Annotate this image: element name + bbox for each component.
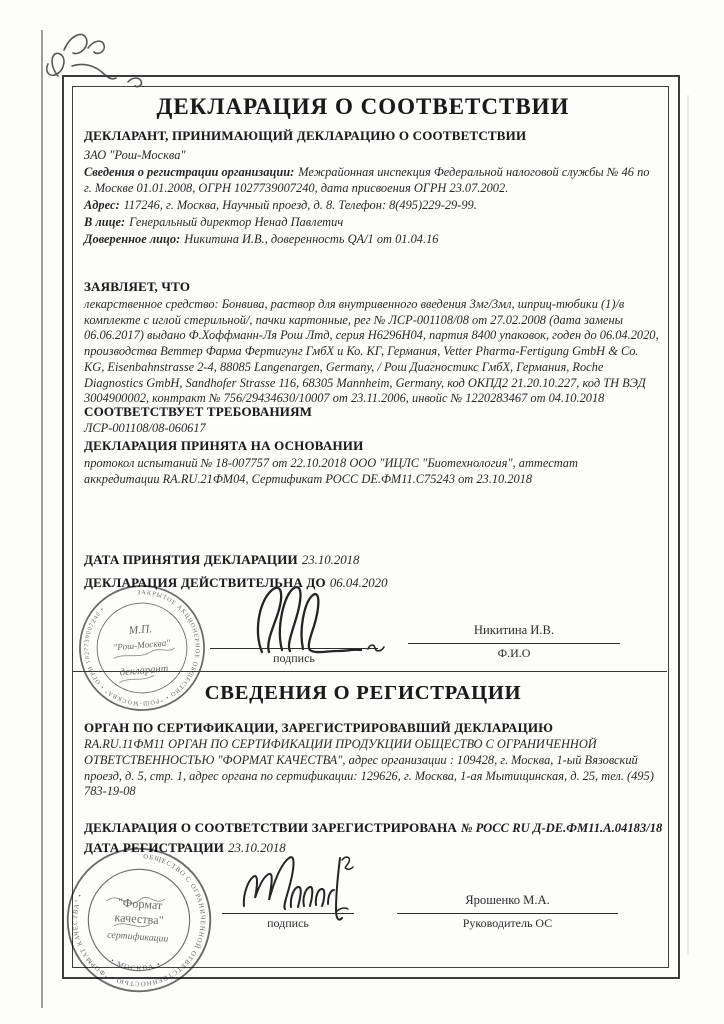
person-label: В лице:	[84, 214, 126, 229]
signatory1-line	[408, 643, 620, 644]
registration-date-value: 23.10.2018	[228, 841, 286, 855]
proxy-label: Доверенное лицо:	[84, 231, 181, 246]
proxy-value: Никитина И.В., доверенность QA/1 от 01.04.16	[184, 231, 439, 246]
registered-number: № РОСС RU Д-DE.ФМ11.А.04183/18	[460, 821, 663, 835]
registration-value: Межрайонная инспекция Федеральной налоговой службы № 46 по г. Москве 01.01.2008, ОГРН 1027739007240, дата присвоения ОГРН 23.07.2002.	[84, 164, 650, 196]
declarant-company: ЗАО "Рош-Москва"	[84, 147, 186, 162]
signature2-caption: подпись	[267, 916, 309, 930]
page-title: ДЕКЛАРАЦИЯ О СООТВЕТСТВИИ	[156, 94, 570, 119]
basis-heading: ДЕКЛАРАЦИЯ ПРИНЯТА НА ОСНОВАНИИ	[84, 438, 364, 453]
authority-heading: ОРГАН ПО СЕРТИФИКАЦИИ, ЗАРЕГИСТРИРОВАВШИЙ ДЕКЛАРАЦИЮ	[84, 720, 554, 735]
basis-text: протокол испытаний № 18-007757 от 22.10.2018 ООО "ИЦЛС "Биотехнология", аттестат аккредитации RA.RU.21ФМ04, Сертификат РОСС DE.ФМ11.С75243 от 23.10.2018	[84, 456, 578, 486]
registration-title: СВЕДЕНИЯ О РЕГИСТРАЦИИ	[204, 682, 522, 704]
svg-text:• МОСКВА •	[109, 956, 164, 975]
stamp2-ring-text: ОБЩЕСТВО С ОГРАНИЧЕННОЙ ОТВЕТСТВЕННОСТЬЮ • "ФОРМАТ КАЧЕСТВА" •	[72, 853, 206, 987]
stamp2-line3: сертификации	[106, 929, 169, 945]
address-label: Адрес:	[84, 198, 120, 213]
stamp1-company: "Рош-Москва"	[112, 637, 171, 653]
authority-text: RA.RU.11ФМ11 ОРГАН ПО СЕРТИФИКАЦИИ ПРОДУКЦИИ ОБЩЕСТВО С ОГРАНИЧЕННОЙ ОТВЕТСТВЕННОСТЬЮ "ФОРМАТ КАЧЕСТВА", адрес организации : 109428, г. Москва, 1-ый Вязовский проезд, д. 5, стр. 1, адрес органа по сертификации: 129626, г. Москва, 1-ая Мытищинская, д. 25, тел. (495) 783-19-08	[84, 737, 654, 799]
adoption-date-value: 23.10.2018	[301, 553, 360, 567]
declarant-address	[84, 197, 660, 214]
registration-date-label: ДАТА РЕГИСТРАЦИИ	[84, 840, 225, 855]
stamp1-mp: М.П.	[128, 623, 153, 638]
registered-number-line	[84, 819, 662, 837]
conformity-value: ЛСР-001108/08-060617	[84, 421, 206, 435]
stamp2-city-text: • МОСКВА •	[109, 955, 163, 973]
declarant-proxy	[84, 231, 660, 248]
declarant-section	[84, 128, 660, 248]
signatory2-name: Ярошенко М.А.	[465, 893, 550, 907]
stamp1-ring-text: ЗАКРЫТОЕ АКЦИОНЕРНОЕ ОБЩЕСТВО • "РОШ-МОСКВА" • ОГРН 1027739007240 •	[84, 590, 200, 706]
conformity-heading: СООТВЕТСТВУЕТ ТРЕБОВАНИЯМ	[84, 404, 313, 419]
declares-text: лекарственное средство: Бонвива, раствор для внутривенного введения 3мг/3мл, шприц-тюбики (1)/в комплекте с иглой стерильной/, пачки картонные, рег № ЛСР-001108/08 от 27.02.2008 (дата замены 06.06.2017) выдано Ф.Хоффманн-Ля Рош Лтд, серия Н6296Н04, партия 8400 упаковок, годен до 06.04.2020, производства Веттер Фарма Фертигунг ГмбХ и Ко. КГ, Германия, Vetter Pharma-Fertigung GmbH & Co. KG, Eisenbahnstrasse 2-4, 88085 Langenargen, Germany, / Рош Диагностикс ГмбХ, Германия, Roche Diagnostics GmbH, Sandhofer Strasse 116, 68305 Mannheim, Germany, код ОКПД2 21.20.10.227, код ТН ВЭД 3004900002, контракт № 756/29434630/10007 от 23.11.2006, инвойс № 1220283467 от 04.10.2018	[84, 297, 659, 406]
adoption-date-line	[84, 551, 359, 569]
signature1-line	[210, 648, 378, 649]
signature1-caption: подпись	[273, 651, 315, 665]
certification-round-stamp	[49, 839, 229, 1000]
scan-shadow-streak	[687, 95, 689, 955]
registration-label: Сведения о регистрации организации:	[84, 164, 295, 179]
valid-until-label: ДЕКЛАРАЦИЯ ДЕЙСТВИТЕЛЬНА ДО	[84, 575, 326, 590]
valid-until-value: 06.04.2020	[329, 576, 388, 590]
stamp1-declarant: декларант	[119, 663, 169, 679]
stamp2-line1: "Формат	[117, 895, 163, 913]
section-divider	[73, 671, 667, 672]
declares-heading: ЗАЯВЛЯЕТ, ЧТО	[84, 279, 191, 294]
signatory1-caption: Ф.И.О	[497, 646, 531, 660]
adoption-date-label: ДАТА ПРИНЯТИЯ ДЕКЛАРАЦИИ	[84, 552, 298, 567]
stamp2-line2: качества"	[114, 910, 165, 928]
scan-edge-line	[41, 30, 43, 1008]
person-value: Генеральный директор Ненад Павлетич	[129, 214, 344, 229]
registered-label: ДЕКЛАРАЦИЯ О СООТВЕТСТВИИ ЗАРЕГИСТРИРОВАНА	[84, 820, 457, 835]
signatory1-name: Никитина И.В.	[473, 623, 555, 637]
declarant-person	[84, 214, 660, 231]
declarant-registration	[84, 164, 660, 198]
signatory2-line	[397, 913, 618, 914]
signature2-line	[222, 913, 354, 914]
declarant-heading: ДЕКЛАРАНТ, ПРИНИМАЮЩИЙ ДЕКЛАРАЦИЮ О СООТВЕТСТВИИ	[84, 128, 527, 143]
address-value: 117246, г. Москва, Научный проезд, д. 8. Телефон: 8(495)229-29-99.	[123, 198, 477, 213]
signatory2-role: Руководитель ОС	[462, 916, 553, 930]
